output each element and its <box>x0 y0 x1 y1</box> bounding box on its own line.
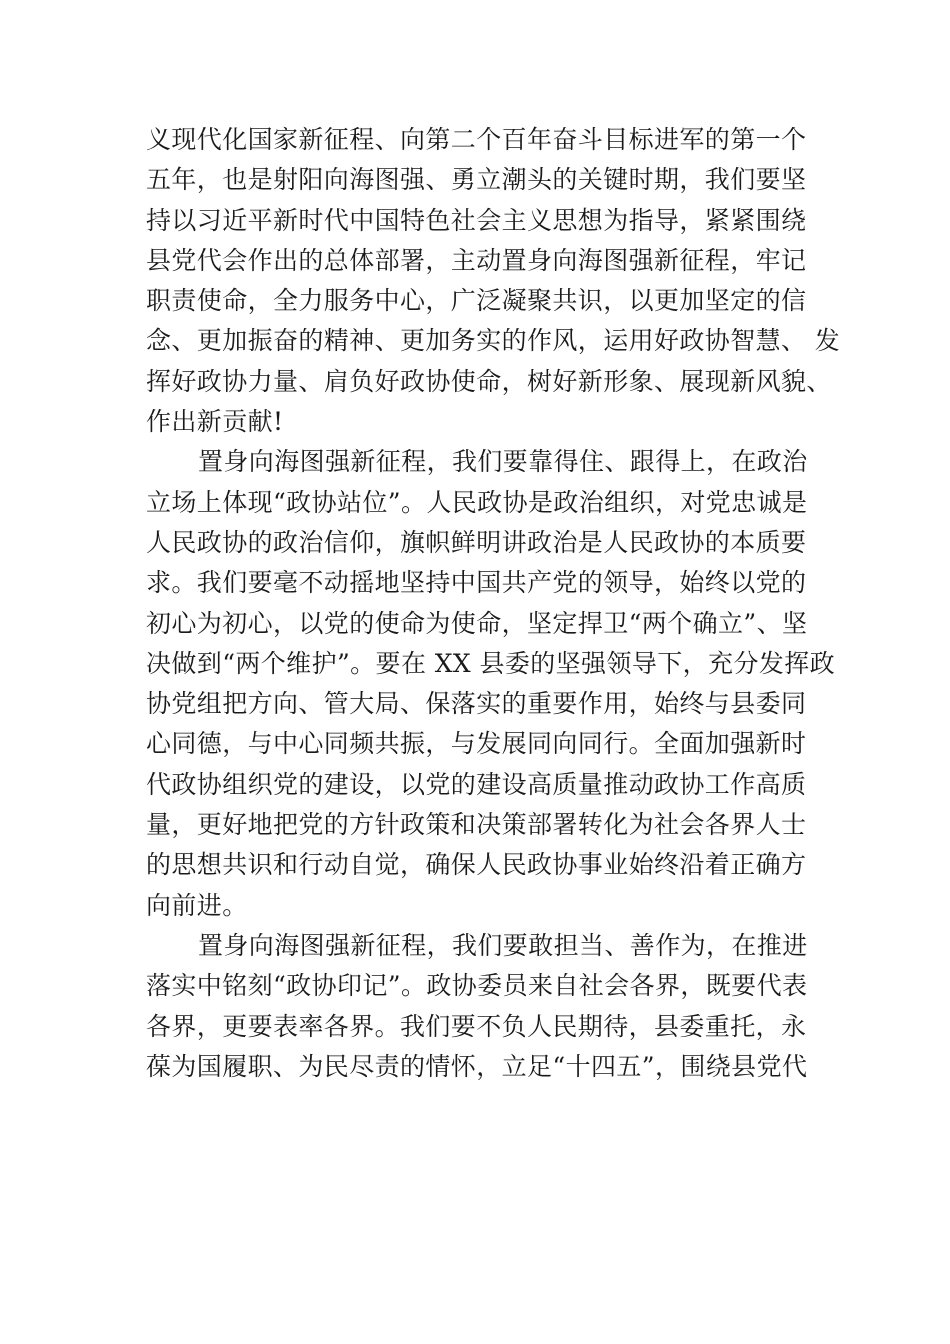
text-line: 义现代化国家新征程、向第二个百年奋斗目标进军的第一个 <box>146 125 807 154</box>
text-line: 决做到“两个维护”。要在 XX 县委的坚强领导下，充分发挥政 <box>146 648 836 678</box>
text-line: 县党代会作出的总体部署，主动置身向海图强新征程，牢记 <box>146 245 807 275</box>
text-line: 葆为国履职、为民尽责的情怀，立足“十四五”，围绕县党代 <box>146 1051 808 1081</box>
text-line: 立场上体现“政协站位”。人民政协是政治组织，对党忠诚是 <box>146 487 808 517</box>
text-line: 的思想共识和行动自觉，确保人民政协事业始终沿着正确方 <box>146 850 807 880</box>
text-line: 人民政协的政治信仰，旗帜鲜明讲政治是人民政协的本质要 <box>146 527 807 557</box>
text-line: 心同德，与中心同频共振，与发展同向同行。全面加强新时 <box>146 729 807 759</box>
text-line: 五年，也是射阳向海图强、勇立潮头的关键时期，我们要坚 <box>146 165 807 195</box>
text-line: 挥好政协力量、肩负好政协使命，树好新形象、展现新风貌、 <box>146 366 832 396</box>
paragraph-3 <box>146 926 826 1087</box>
body-text <box>146 120 841 1087</box>
text-line: 代政协组织党的建设，以党的建设高质量推动政协工作高质 <box>146 769 807 799</box>
text-line: 协党组把方向、管大局、保落实的重要作用，始终与县委同 <box>146 689 807 719</box>
text-line: 求。我们要毫不动摇地坚持中国共产党的领导，始终以党的 <box>146 568 807 598</box>
text-line: 作出新贡献! <box>146 407 284 437</box>
text-line: 念、更加振奋的精神、更加务实的作风，运用好政协智慧、 发 <box>146 326 841 356</box>
text-line: 落实中铭刻“政协印记”。政协委员来自社会各界，既要代表 <box>146 971 808 1001</box>
text-line: 量，更好地把党的方针政策和决策部署转化为社会各界人士 <box>146 810 807 840</box>
text-line: 持以习近平新时代中国特色社会主义思想为指导，紧紧围绕 <box>146 205 807 235</box>
text-line: 各界，更要表率各界。我们要不负人民期待，县委重托，永 <box>146 1011 807 1041</box>
text-line: 置身向海图强新征程，我们要敢担当、善作为，在推进 <box>198 930 808 960</box>
text-line: 向前进。 <box>146 890 248 920</box>
text-line: 初心为初心，以党的使命为使命，坚定捍卫“两个确立”、坚 <box>146 608 808 638</box>
text-line: 职责使命，全力服务中心，广泛凝聚共识，以更加坚定的信 <box>146 286 807 316</box>
text-line: 置身向海图强新征程，我们要靠得住、跟得上，在政治 <box>198 447 808 477</box>
paragraph-2 <box>146 442 836 926</box>
paragraph-1 <box>146 120 841 442</box>
